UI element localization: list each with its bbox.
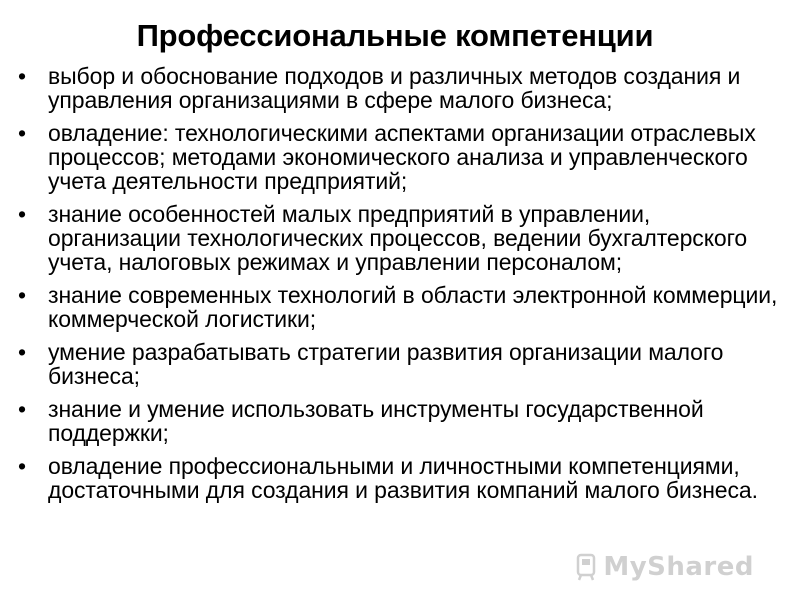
bullet-item	[18, 397, 778, 445]
bullet-text: умение разрабатывать стратегии развития организации малого бизнеса;	[48, 339, 724, 389]
bullet-text: выбор и обоснование подходов и различных методов создания и управления организациями в сфере малого бизнеса;	[48, 63, 741, 113]
bullet-marker: •	[18, 282, 26, 308]
bullet-marker: •	[18, 63, 26, 89]
bullet-item	[18, 202, 778, 274]
bullet-item	[18, 64, 778, 112]
bullet-item	[18, 340, 778, 388]
bullet-item	[18, 283, 778, 331]
bullet-marker: •	[18, 339, 26, 365]
bullet-text: знание и умение использовать инструменты государственной поддержки;	[48, 396, 704, 446]
bullet-item	[18, 454, 778, 502]
bullet-text: овладение профессиональными и личностными компетенциями, достаточными для создания и развития компаний малого бизнеса.	[48, 453, 758, 503]
watermark-logo-icon	[575, 553, 597, 581]
bullet-marker: •	[18, 201, 26, 227]
bullet-text: знание современных технологий в области электронной коммерции, коммерческой логистики;	[48, 282, 778, 332]
watermark	[575, 552, 754, 582]
bullet-item	[18, 121, 778, 193]
watermark-text: MyShared	[603, 552, 754, 582]
bullet-text: знание особенностей малых предприятий в управлении, организации технологических процессов, ведении бухгалтерского учета, налоговых режимах и управлении персоналом;	[48, 201, 748, 275]
bullet-marker: •	[18, 396, 26, 422]
slide-title: Профессиональные компетенции	[136, 18, 654, 53]
bullet-text: овладение: технологическими аспектами организации отраслевых процессов; методами экономического анализа и управленческого учета деятельности предприятий;	[48, 120, 756, 194]
bullet-marker: •	[18, 120, 26, 146]
bullet-marker: •	[18, 453, 26, 479]
bullet-list	[18, 64, 778, 511]
